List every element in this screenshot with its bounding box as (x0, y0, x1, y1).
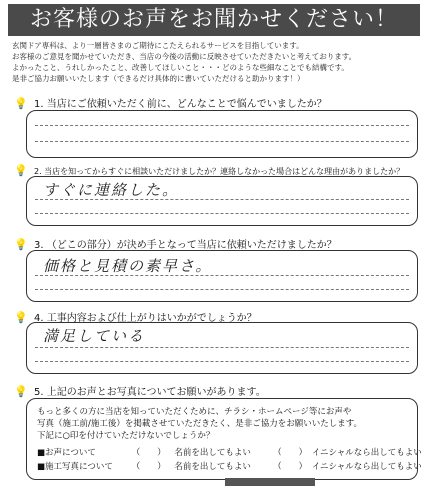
option-initial-ok: イニシャルなら出してもよい (311, 448, 422, 458)
intro-line: 是非ご協力お願いいたします（できるだけ具体的に書いていただけると助かります！） (12, 74, 305, 83)
answer-box-3[interactable] (26, 250, 418, 302)
answer-line (35, 125, 409, 126)
voice-permission-row (37, 446, 422, 458)
answer-3-text: 価格と見積の素早さ。 (43, 257, 213, 275)
checkbox-name-ok[interactable]: （ ） (131, 448, 166, 458)
option-name-ok: 名前を出してもよい (174, 448, 251, 458)
answer-line (35, 141, 409, 142)
option-initial-ok: イニシャルなら出してもよい (311, 462, 422, 472)
answer-line (35, 361, 409, 362)
intro-line: 玄関ドア専科は、より一層皆さまのご期待にこたえられるサービスを目指しています。 (12, 41, 304, 50)
checkbox-initial-ok[interactable]: （ ） (273, 462, 308, 472)
row-label: ■お声について (37, 448, 96, 458)
question-4-label: 4. 工事内容および仕上がりはいかがでしょうか？ (34, 313, 257, 324)
intro-line: よかったこと、うれしかったこと、改善してほしいこと・・・どのような些細なことでも結構です。 (12, 63, 349, 72)
lightbulb-icon: 💡 (14, 311, 28, 324)
answer-2-text: すぐに連絡した。 (43, 181, 180, 199)
question-3-label: 3. （どこの部分）が決め手となって当店に依頼いただけましたか？ (34, 240, 337, 251)
page-title: お客様のお声をお聞かせください！ (8, 4, 420, 36)
row-label: ■施工写真について (37, 462, 113, 472)
lightbulb-icon: 💡 (14, 97, 28, 110)
question-3 (14, 236, 337, 251)
footer-tag (225, 478, 315, 486)
lightbulb-icon: 💡 (14, 238, 28, 251)
intro-line: お客様のご意見を聞かせていただき、当店の今後の活動に反映させていただきたいと考えております。 (12, 52, 357, 61)
option-name-ok: 名前を出してもよい (174, 462, 251, 472)
question-1 (14, 95, 327, 110)
answer-line (35, 213, 409, 214)
question-5 (14, 383, 266, 398)
intro-text (12, 40, 422, 84)
answer-box-4[interactable] (26, 322, 418, 374)
answer-box-1[interactable] (26, 110, 418, 158)
answer-line (35, 347, 409, 348)
question-1-label: 1. 当店にご依頼いただく前に、どんなことで悩んでいましたか？ (34, 99, 327, 110)
checkbox-name-ok[interactable]: （ ） (131, 462, 166, 472)
question-5-label: 5. 上記のお声とお写真についてお願いがあります。 (34, 387, 266, 398)
answer-4-text: 満足している (43, 327, 146, 345)
answer-line (35, 289, 409, 290)
lightbulb-icon: 💡 (14, 164, 28, 177)
request-line: 写真（施工前/施工後）を掲載させていただきたく、是非ご協力をお願いいたします。 (37, 419, 363, 429)
answer-box-2[interactable] (26, 176, 418, 226)
lightbulb-icon: 💡 (14, 385, 28, 398)
question-2-label: 2. 当店を知ってからすぐに相談いただけましたか？連絡しなかった場合はどんな理由がありましたか？ (34, 167, 405, 176)
request-line: 下記に○印を付けていただけないでしょうか？ (37, 431, 215, 441)
photo-permission-box (26, 398, 422, 480)
request-line: もっと多くの方に当店を知っていただくために、チラシ・ホームページ等にお声や (37, 407, 352, 417)
photo-permission-row (37, 460, 422, 472)
checkbox-initial-ok[interactable]: （ ） (273, 448, 308, 458)
